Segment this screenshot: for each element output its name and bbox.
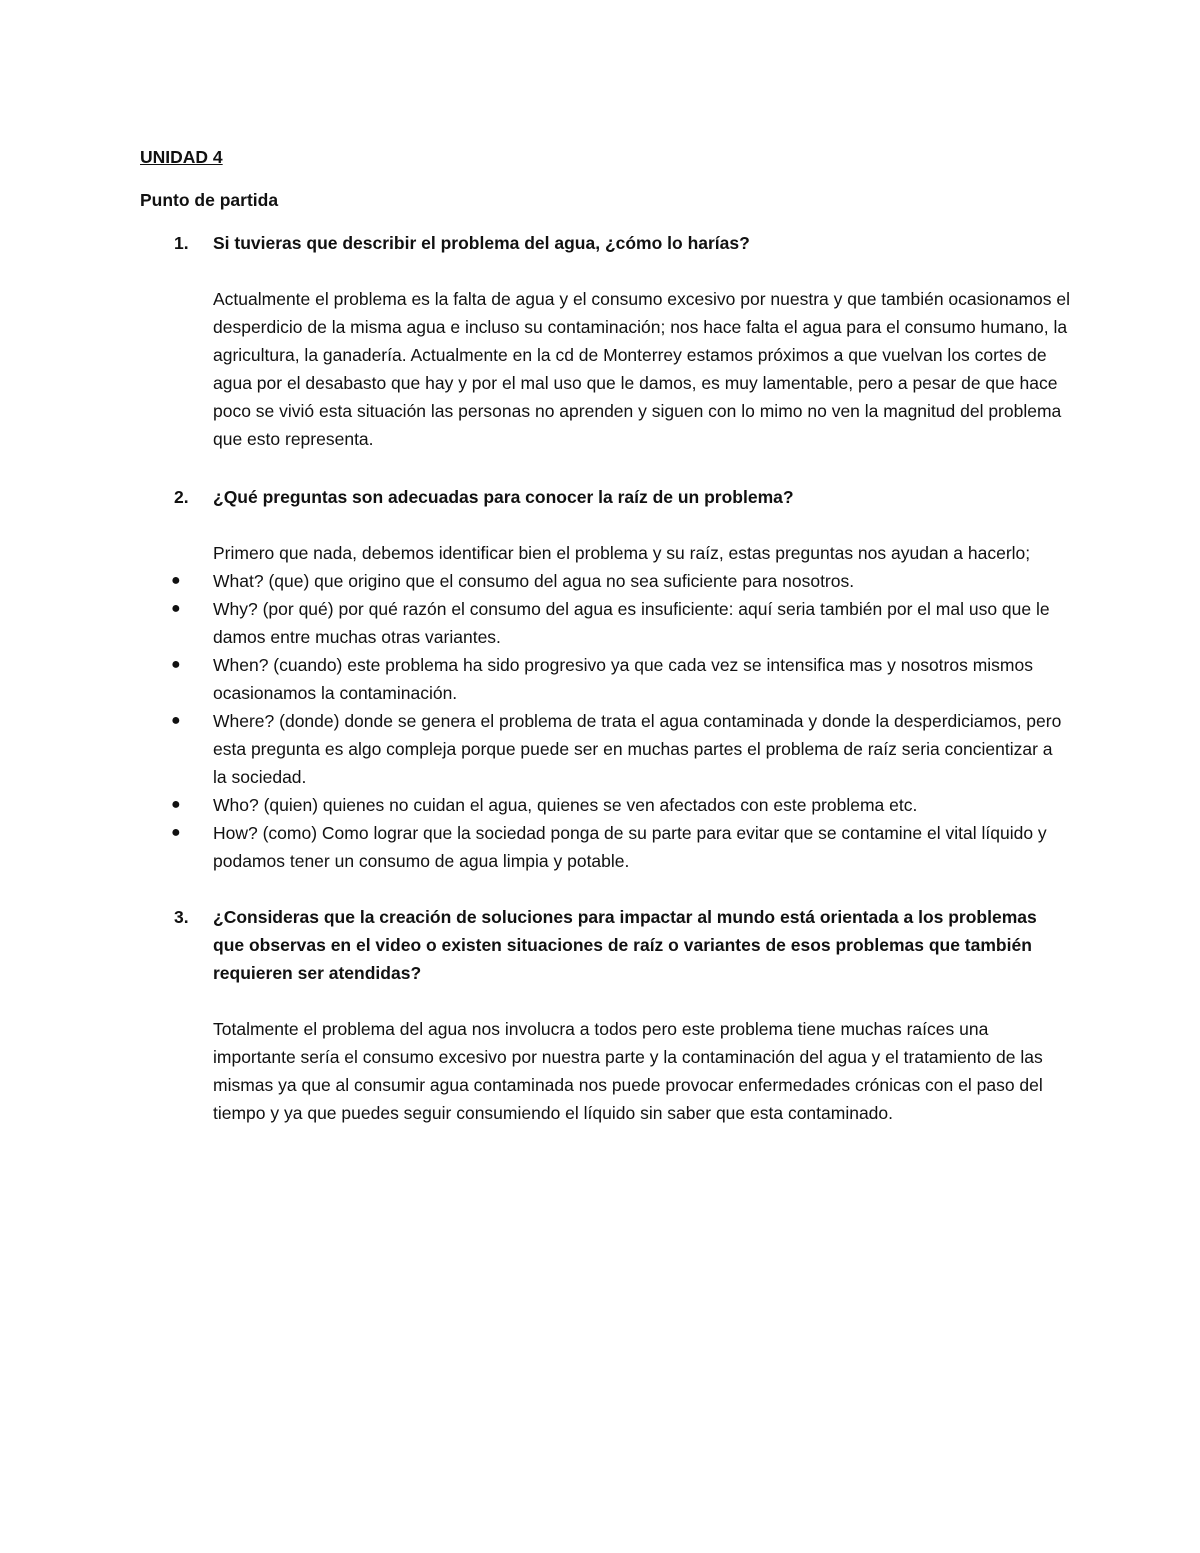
list-item-text: When? (cuando) este problema ha sido progresivo ya que cada vez se intensifica mas y nosotros mismos ocasionamos la contaminación. xyxy=(213,655,1033,703)
question-text: ¿Qué preguntas son adecuadas para conocer la raíz de un problema? xyxy=(213,487,794,507)
list-item-text: Who? (quien) quienes no cuidan el agua, quienes se ven afectados con este problema etc. xyxy=(213,795,918,815)
unit-title: UNIDAD 4 xyxy=(140,147,223,167)
list-item-text: How? (como) Como lograr que la sociedad ponga de su parte para evitar que se contamine el vital líquido y podamos tener un consumo de agua limpia y potable. xyxy=(213,823,1047,871)
bullet-list xyxy=(140,567,1070,875)
section-title: Punto de partida xyxy=(140,190,279,210)
question-number: 3. xyxy=(174,907,189,927)
list-item-text: Why? (por qué) por qué razón el consumo del agua es insuficiente: aquí seria también por el mal uso que le damos entre muchas otras variantes. xyxy=(213,599,1050,647)
document-content xyxy=(140,143,1070,1127)
list-item xyxy=(140,791,1070,819)
bullet-icon: ● xyxy=(171,572,181,589)
answer-text: Totalmente el problema del agua nos involucra a todos pero este problema tiene muchas raíces una importante sería el consumo excesivo por nuestra parte y la contaminación del agua y el tratamiento de las mismas ya que al consumir agua contaminada nos puede provocar enfermedades crónicas con el paso del tiempo y ya que puedes seguir consumiendo el líquido sin saber que esta contaminado. xyxy=(213,1019,1043,1123)
list-item-text: What? (que) que origino que el consumo del agua no sea suficiente para nosotros. xyxy=(213,571,855,591)
list-item xyxy=(140,651,1070,707)
bullet-icon: ● xyxy=(171,796,181,813)
bullet-icon: ● xyxy=(171,600,181,617)
answer-intro: Primero que nada, debemos identificar bien el problema y su raíz, estas preguntas nos ayudan a hacerlo; xyxy=(213,543,1031,563)
bullet-icon: ● xyxy=(171,712,181,729)
list-item xyxy=(140,707,1070,791)
question-number: 1. xyxy=(174,233,189,253)
question-1 xyxy=(140,229,1070,453)
list-item-text: Where? (donde) donde se genera el problema de trata el agua contaminada y donde la desperdiciamos, pero esta pregunta es algo compleja porque puede ser en muchas partes el problema de raíz seria concientizar a la sociedad. xyxy=(213,711,1062,787)
list-item xyxy=(140,595,1070,651)
list-item xyxy=(140,567,1070,595)
bullet-icon: ● xyxy=(171,824,181,841)
question-number: 2. xyxy=(174,487,189,507)
bullet-icon: ● xyxy=(171,656,181,673)
question-2 xyxy=(140,483,1070,567)
list-item xyxy=(140,819,1070,875)
question-3 xyxy=(140,903,1070,1127)
answer-text: Actualmente el problema es la falta de agua y el consumo excesivo por nuestra y que también ocasionamos el desperdicio de la misma agua e incluso su contaminación; nos hace falta el agua para el consumo humano, la agricultura, la ganadería. Actualmente en la cd de Monterrey estamos próximos a que vuelvan los cortes de agua por el desabasto que hay y por el mal uso que le damos, es muy lamentable, pero a pesar de que hace poco se vivió esta situación las personas no aprenden y siguen con lo mimo no ven la magnitud del problema que esto representa. xyxy=(213,289,1071,449)
question-text: Si tuvieras que describir el problema del agua, ¿cómo lo harías? xyxy=(213,233,750,253)
question-text: ¿Consideras que la creación de soluciones para impactar al mundo está orientada a los problemas que observas en el video o existen situaciones de raíz o variantes de esos problemas que también requieren ser atendidas? xyxy=(213,907,1037,983)
